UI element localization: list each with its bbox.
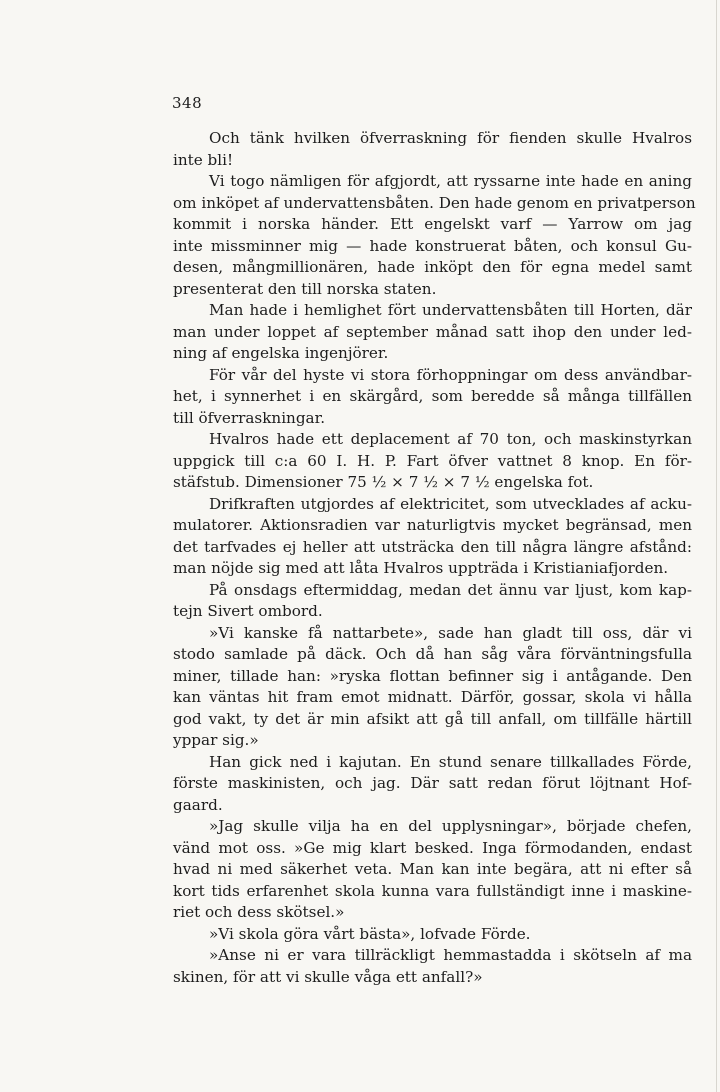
- text-line: miner, tillade han: »ryska flottan befinner sig i antågande. Den: [173, 666, 692, 685]
- text-line: om inköpet af undervattensbåten. Den hade genom en privatperson: [173, 193, 696, 212]
- text-line: »Anse ni er vara tillräckligt hemmastadda i skötseln af ma: [209, 946, 692, 964]
- text-line: Vi togo nämligen för afgjordt, att ryssarne inte hade en aning: [209, 172, 692, 190]
- text-line: presenterat den till norska staten.: [173, 279, 437, 298]
- text-line: man under loppet af september månad satt ihop den under led-: [173, 322, 692, 341]
- text-line: kort tids erfarenhet skola kunna vara fullständigt inne i maskine-: [173, 881, 692, 900]
- text-line: Han gick ned i kajutan. En stund senare tillkallades Förde,: [209, 752, 692, 771]
- text-line: det tarfvades ej heller att utsträcka den till några längre afstånd:: [173, 537, 692, 556]
- text-line: stodo samlade på däck. Och då han såg våra förväntningsfulla: [173, 645, 692, 663]
- text-line: Drifkraften utgjordes af elektricitet, som utvecklades af acku-: [209, 494, 692, 513]
- text-line: riet och dess skötsel.»: [173, 903, 345, 921]
- text-line: ning af engelska ingenjörer.: [173, 344, 389, 362]
- text-line: stäfstub. Dimensioner 75 ½ × 7 ½ × 7 ½ engelska fot.: [173, 473, 594, 491]
- text-line: uppgick till c:a 60 I. H. P. Fart öfver vattnet 8 knop. En för-: [173, 451, 692, 470]
- text-line: hvad ni med säkerhet veta. Man kan inte begära, att ni efter så: [173, 860, 692, 878]
- text-line: kan väntas hit fram emot midnatt. Därför, gossar, skola vi hålla: [173, 688, 692, 706]
- text-line: För vår del hyste vi stora förhoppningar om dess användbar-: [209, 365, 692, 384]
- text-line: vänd mot oss. »Ge mig klart besked. Inga förmodanden, endast: [173, 838, 692, 857]
- text-line: »Vi skola göra vårt bästa», lofvade Förde.: [209, 924, 531, 943]
- text-line: förste maskinisten, och jag. Där satt redan förut löjtnant Hof-: [173, 774, 692, 792]
- page-edge: [716, 0, 717, 1092]
- text-line: »Jag skulle vilja ha en del upplysningar», började chefen,: [209, 817, 692, 835]
- text-line: inte missminner mig — hade konstruerat båten, och konsul Gu-: [173, 236, 692, 255]
- text-line: mulatorer. Aktionsradien var naturligtvis mycket begränsad, men: [173, 516, 692, 534]
- text-line: skinen, för att vi skulle våga ett anfall?»: [173, 967, 483, 986]
- body-text: [173, 128, 696, 988]
- text-line: yppar sig.»: [173, 731, 259, 749]
- text-line: het, i synnerhet i en skärgård, som beredde så många tillfällen: [173, 387, 692, 405]
- text-line: Man hade i hemlighet fört undervattensbåten till Horten, där: [209, 301, 692, 319]
- text-line: tejn Sivert ombord.: [173, 602, 323, 620]
- text-line: man nöjde sig med att låta Hvalros uppträda i Kristianiafjorden.: [173, 559, 669, 577]
- text-line: kommit i norska händer. Ett engelskt varf — Yarrow om jag: [173, 215, 692, 233]
- page-number: 348: [172, 94, 203, 112]
- text-line: Och tänk hvilken öfverraskning för fienden skulle Hvalros: [209, 129, 692, 147]
- text-line: god vakt, ty det är min afsikt att gå till anfall, om tillfälle härtill: [173, 709, 692, 728]
- text-line: »Vi kanske få nattarbete», sade han gladt till oss, där vi: [209, 623, 692, 642]
- text-line: desen, mångmillionären, hade inköpt den för egna medel samt: [173, 258, 692, 276]
- text-line: inte bli!: [173, 150, 234, 169]
- text-line: gaard.: [173, 795, 223, 814]
- text-line: till öfverraskningar.: [173, 408, 326, 427]
- text-line: Hvalros hade ett deplacement af 70 ton, och maskinstyrkan: [209, 430, 692, 448]
- text-line: På onsdags eftermiddag, medan det ännu var ljust, kom kap-: [209, 580, 692, 599]
